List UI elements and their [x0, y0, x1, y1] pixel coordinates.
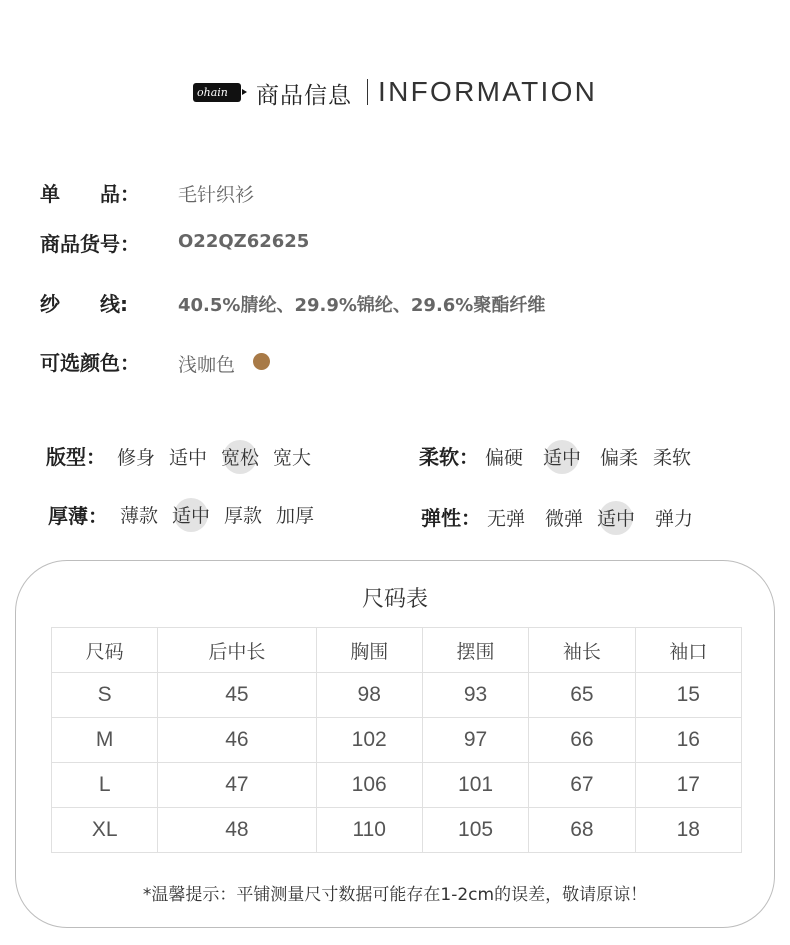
fit-option: 宽大: [273, 447, 312, 469]
table-cell: 48: [158, 808, 316, 853]
table-cell: L: [52, 763, 158, 808]
table-cell: 15: [635, 673, 741, 718]
col-header: 后中长: [158, 628, 316, 673]
thickness-option: 薄款: [120, 505, 159, 527]
table-cell: 98: [316, 673, 422, 718]
table-cell: S: [52, 673, 158, 718]
softness-option: 偏柔: [600, 447, 639, 469]
col-header: 袖长: [529, 628, 635, 673]
table-cell: 67: [529, 763, 635, 808]
table-cell: 46: [158, 718, 316, 763]
table-cell: 93: [422, 673, 528, 718]
header-title-en: INFORMATION: [378, 76, 598, 107]
table-cell: 65: [529, 673, 635, 718]
table-cell: 47: [158, 763, 316, 808]
table-row: [52, 718, 742, 763]
color-value: 浅咖色: [178, 354, 236, 376]
table-cell: 17: [635, 763, 741, 808]
table-row: [52, 673, 742, 718]
color-swatch: [253, 353, 270, 370]
table-cell: 45: [158, 673, 316, 718]
table-cell: XL: [52, 808, 158, 853]
thickness-option: 厚款: [224, 505, 263, 527]
col-header: 摆围: [422, 628, 528, 673]
thickness-label: 厚薄：: [48, 504, 108, 528]
table-cell: 66: [529, 718, 635, 763]
brand-logo: ohain: [193, 83, 241, 102]
softness-label: 柔软：: [419, 445, 479, 469]
elasticity-option: 弹力: [655, 508, 694, 530]
fit-option-selected: 宽松: [221, 443, 259, 470]
elasticity-label: 弹性：: [421, 506, 481, 530]
table-cell: 97: [422, 718, 528, 763]
header-divider: [367, 79, 368, 105]
size-chart-title: 尺码表: [361, 587, 428, 612]
fit-option: 适中: [169, 447, 208, 469]
table-cell: 110: [316, 808, 422, 853]
table-cell: 105: [422, 808, 528, 853]
size-table: [51, 627, 742, 853]
measurement-note: *温馨提示：平铺测量尺寸数据可能存在1-2cm的误差，敬请原谅！: [142, 885, 648, 905]
sku-value: O22QZ62625: [178, 231, 310, 252]
col-header: 胸围: [316, 628, 422, 673]
elasticity-option-selected: 适中: [597, 504, 635, 531]
table-cell: 102: [316, 718, 422, 763]
softness-option-selected: 适中: [543, 443, 581, 470]
elasticity-option: 微弹: [545, 508, 584, 530]
yarn-value: 40.5%腈纶、29.9%锦纶、29.6%聚酯纤维: [178, 295, 546, 316]
thickness-option-selected: 适中: [172, 501, 210, 528]
col-header: 袖口: [635, 628, 741, 673]
header-title-cn: 商品信息: [256, 83, 352, 109]
info-header: [0, 74, 790, 110]
item-label: 单 品：: [40, 182, 140, 206]
sku-label: 商品货号：: [40, 232, 140, 256]
thickness-option: 加厚: [276, 505, 315, 527]
color-label: 可选颜色：: [40, 351, 140, 375]
table-row: [52, 808, 742, 853]
table-cell: 18: [635, 808, 741, 853]
item-value: 毛针织衫: [178, 184, 255, 206]
elasticity-option: 无弹: [487, 508, 526, 530]
yarn-label: 纱 线:: [40, 292, 128, 316]
fit-label: 版型：: [46, 445, 106, 469]
table-header-row: [52, 628, 742, 673]
softness-option: 偏硬: [485, 447, 524, 469]
table-cell: 68: [529, 808, 635, 853]
table-cell: M: [52, 718, 158, 763]
softness-option: 柔软: [653, 447, 692, 469]
table-row: [52, 763, 742, 808]
table-cell: 106: [316, 763, 422, 808]
table-cell: 101: [422, 763, 528, 808]
table-cell: 16: [635, 718, 741, 763]
fit-option: 修身: [117, 447, 156, 469]
col-header: 尺码: [52, 628, 158, 673]
